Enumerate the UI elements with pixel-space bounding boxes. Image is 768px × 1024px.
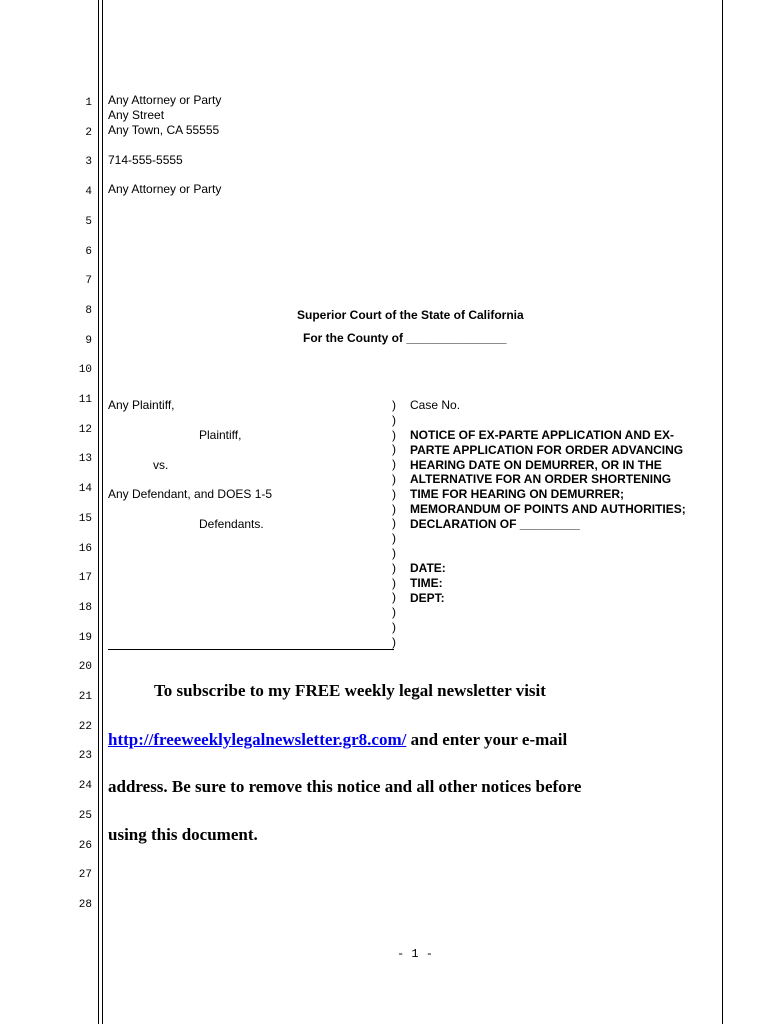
attorney-for: Any Attorney or Party — [108, 182, 222, 196]
court-name: Superior Court of the State of California — [297, 308, 524, 322]
line-number: 5 — [85, 215, 92, 228]
line-number: 28 — [78, 898, 92, 911]
right-margin-rule — [722, 0, 723, 1024]
line-number: 1 — [85, 97, 92, 109]
caption-paren: ) — [392, 457, 396, 472]
attorney-city: Any Town, CA 55555 — [108, 123, 220, 137]
caption-paren: ) — [392, 486, 396, 501]
line-number: 18 — [78, 601, 92, 614]
caption-paren: ) — [392, 560, 396, 575]
line-number: 15 — [78, 512, 92, 525]
line-number: 8 — [85, 304, 92, 317]
versus: vs. — [153, 458, 169, 472]
line-number: 6 — [85, 245, 92, 258]
line-number: 21 — [78, 691, 92, 703]
caption-paren: ) — [392, 398, 396, 412]
line-number: 3 — [85, 156, 92, 169]
line-number: 7 — [85, 275, 92, 288]
caption-paren: ) — [392, 516, 396, 531]
line-number: 12 — [78, 423, 92, 436]
attorney-street: Any Street — [108, 108, 165, 122]
line-number: 13 — [78, 453, 92, 466]
line-number: 16 — [78, 542, 92, 555]
caption-paren: ) — [392, 427, 396, 442]
line-number: 25 — [78, 809, 92, 822]
line-number: 22 — [78, 720, 92, 733]
line-number: 17 — [78, 572, 92, 585]
caption-paren: ) — [392, 605, 396, 620]
defendant-role: Defendants. — [199, 517, 264, 531]
caption-underline — [108, 649, 394, 650]
line-number: 14 — [78, 483, 92, 496]
caption-paren: ) — [392, 620, 396, 634]
caption-paren: ) — [392, 442, 396, 457]
hearing-dept-label: DEPT: — [410, 591, 445, 605]
notice-line-2-rest: and enter your e-mail — [406, 730, 568, 749]
page-number: - 1 - — [396, 947, 433, 961]
line-number: 9 — [85, 334, 92, 347]
line-number: 10 — [78, 364, 92, 377]
notice-line-3: address. Be sure to remove this notice and all other notices before — [108, 777, 582, 796]
line-number: 20 — [78, 661, 92, 674]
caption-paren: ) — [392, 546, 396, 560]
notice-line-1: To subscribe to my FREE weekly legal newsletter visit — [154, 681, 546, 700]
left-margin-double-rule-outer — [98, 0, 99, 1024]
caption-paren: ) — [392, 472, 396, 486]
line-number: 4 — [85, 186, 92, 199]
hearing-date-label: DATE: — [410, 561, 446, 575]
caption-paren: ) — [392, 590, 396, 605]
line-number: 11 — [78, 394, 92, 406]
newsletter-link[interactable]: http://freeweeklylegalnewsletter.gr8.com/ — [108, 730, 407, 749]
defendant-name: Any Defendant, and DOES 1-5 — [108, 487, 273, 501]
plaintiff-name: Any Plaintiff, — [108, 398, 175, 412]
notice-line-2 — [108, 730, 567, 750]
caption-paren: ) — [392, 501, 396, 516]
caption-paren: ) — [392, 634, 396, 649]
plaintiff-role: Plaintiff, — [199, 428, 242, 442]
caption-paren: ) — [392, 531, 396, 546]
line-number: 27 — [78, 869, 92, 882]
hearing-time-label: TIME: — [410, 576, 443, 590]
line-number: 2 — [85, 126, 92, 139]
attorney-phone: 714-555-5555 — [108, 153, 183, 167]
caption-paren: ) — [392, 575, 396, 590]
caption-paren: ) — [392, 412, 396, 427]
document-title: NOTICE OF EX-PARTE APPLICATION AND EX-PARTE APPLICATION FOR ORDER ADVANCING HEARING DATE ON DEMURRER, OR IN THE ALTERNATIVE FOR AN ORDER SHORTENING TIME FOR HEARING ON DEMURRER; MEMORANDUM OF POINTS AND AUTHORITIES; DECLARATION OF _________ — [410, 428, 686, 531]
line-number: 19 — [78, 631, 92, 644]
line-number: 23 — [78, 750, 92, 763]
line-number: 24 — [78, 780, 92, 793]
notice-line-4: using this document. — [108, 825, 258, 844]
court-county: For the County of _______________ — [303, 331, 507, 345]
line-number: 26 — [78, 839, 92, 852]
case-number-label: Case No. — [410, 398, 461, 412]
left-margin-double-rule-inner — [102, 0, 103, 1024]
attorney-name: Any Attorney or Party — [108, 93, 222, 107]
